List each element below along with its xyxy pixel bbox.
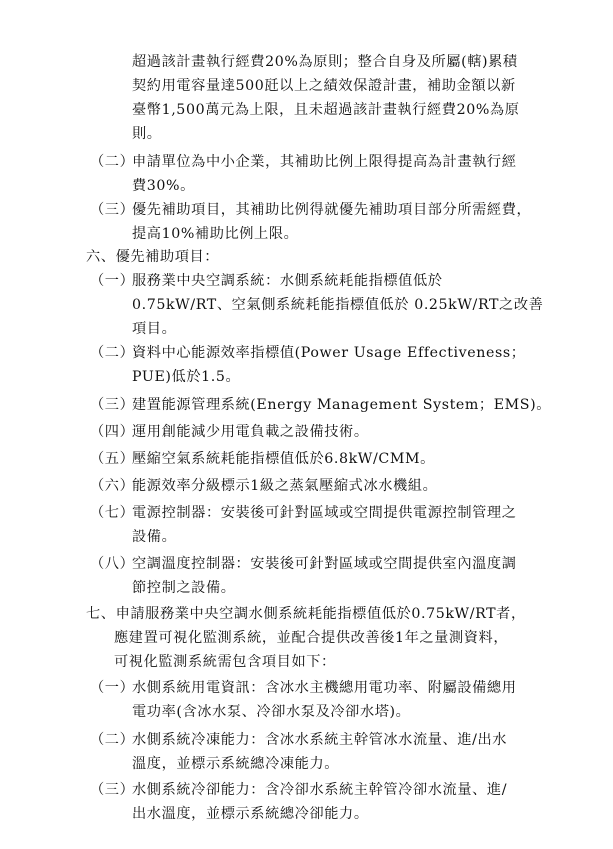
text-line: 超過該計畫執行經費20%為原則；整合自身及所屬(轄)累積	[132, 54, 518, 70]
item-label: （四）	[90, 424, 135, 440]
item-label: （六）	[90, 478, 135, 494]
text-line: 優先補助項目，其補助比例得就優先補助項目部分所需經費，	[132, 202, 532, 218]
section-heading: 六、優先補助項目：	[86, 249, 220, 265]
text-line: 運用創能減少用電負載之設備技術。	[132, 424, 369, 440]
text-line: 建置能源管理系統(Energy Management System；EMS)。	[132, 397, 552, 413]
text-line: 電源控制器：安裝後可針對區域或空間提供電源控制管理之	[132, 505, 517, 521]
text-line: 水側系統冷卻能力：含冷卻水系統主幹管冷卻水流量、進/	[132, 782, 508, 798]
text-line: 溫度，並標示系統總冷凍能力。	[132, 756, 340, 772]
text-line: 契約用電容量達500瓩以上之績效保證計畫，補助金額以新	[132, 78, 516, 94]
text-line: 水側系統用電資訊：含冰水主機總用電功率、附屬設備總用	[132, 680, 517, 696]
text-line: 申請單位為中小企業，其補助比例上限得提高為計畫執行經	[132, 154, 517, 170]
text-line: 項目。	[132, 321, 177, 337]
text-line: 節控制之設備。	[132, 580, 236, 596]
item-label: （二）	[90, 345, 135, 361]
text-line: 0.75kW/RT、空氣側系統耗能指標值低於 0.25kW/RT之改善	[132, 297, 544, 313]
text-line: 空調溫度控制器：安裝後可針對區域或空間提供室內溫度調	[132, 556, 517, 572]
section-heading: 七、申請服務業中央空調水側系統耗能指標值低於0.75kW/RT者，	[86, 606, 526, 622]
item-label: （一）	[90, 680, 135, 696]
item-label: （三）	[90, 202, 135, 218]
item-label: （三）	[90, 782, 135, 798]
item-label: （二）	[90, 732, 135, 748]
text-line: 水側系統冷凍能力：含冰水系統主幹管冰水流量、進/出水	[132, 732, 508, 748]
text-line: 提高10%補助比例上限。	[132, 226, 299, 242]
text-line: PUE)低於1.5。	[132, 369, 241, 385]
text-line: 壓縮空氣系統耗能指標值低於6.8kW/CMM。	[132, 451, 435, 467]
text-line: 資料中心能源效率指標值(Power Usage Effectiveness；	[132, 345, 526, 361]
item-label: （三）	[90, 397, 135, 413]
text-line: 應建置可視化監測系統，並配合提供改善後1年之量測資料，	[114, 630, 509, 646]
text-line: 電功率(含冰水泵、冷卻水泵及冷卻水塔)。	[132, 704, 411, 720]
item-label: （五）	[90, 451, 135, 467]
item-label: （八）	[90, 556, 135, 572]
text-line: 服務業中央空調系統：水側系統耗能指標值低於	[132, 273, 443, 289]
text-line: 能源效率分級標示1級之蒸氣壓縮式冰水機組。	[132, 478, 438, 494]
text-line: 臺幣1,500萬元為上限，且未超過該計畫執行經費20%為原	[132, 102, 520, 118]
text-line: 設備。	[132, 529, 177, 545]
text-line: 費30%。	[132, 178, 195, 194]
item-label: （七）	[90, 505, 135, 521]
text-line: 可視化監測系統需包含項目如下：	[114, 654, 336, 670]
text-line: 出水溫度，並標示系統總冷卻能力。	[132, 806, 369, 822]
item-label: （一）	[90, 273, 135, 289]
item-label: （二）	[90, 154, 135, 170]
text-line: 則。	[132, 126, 162, 142]
